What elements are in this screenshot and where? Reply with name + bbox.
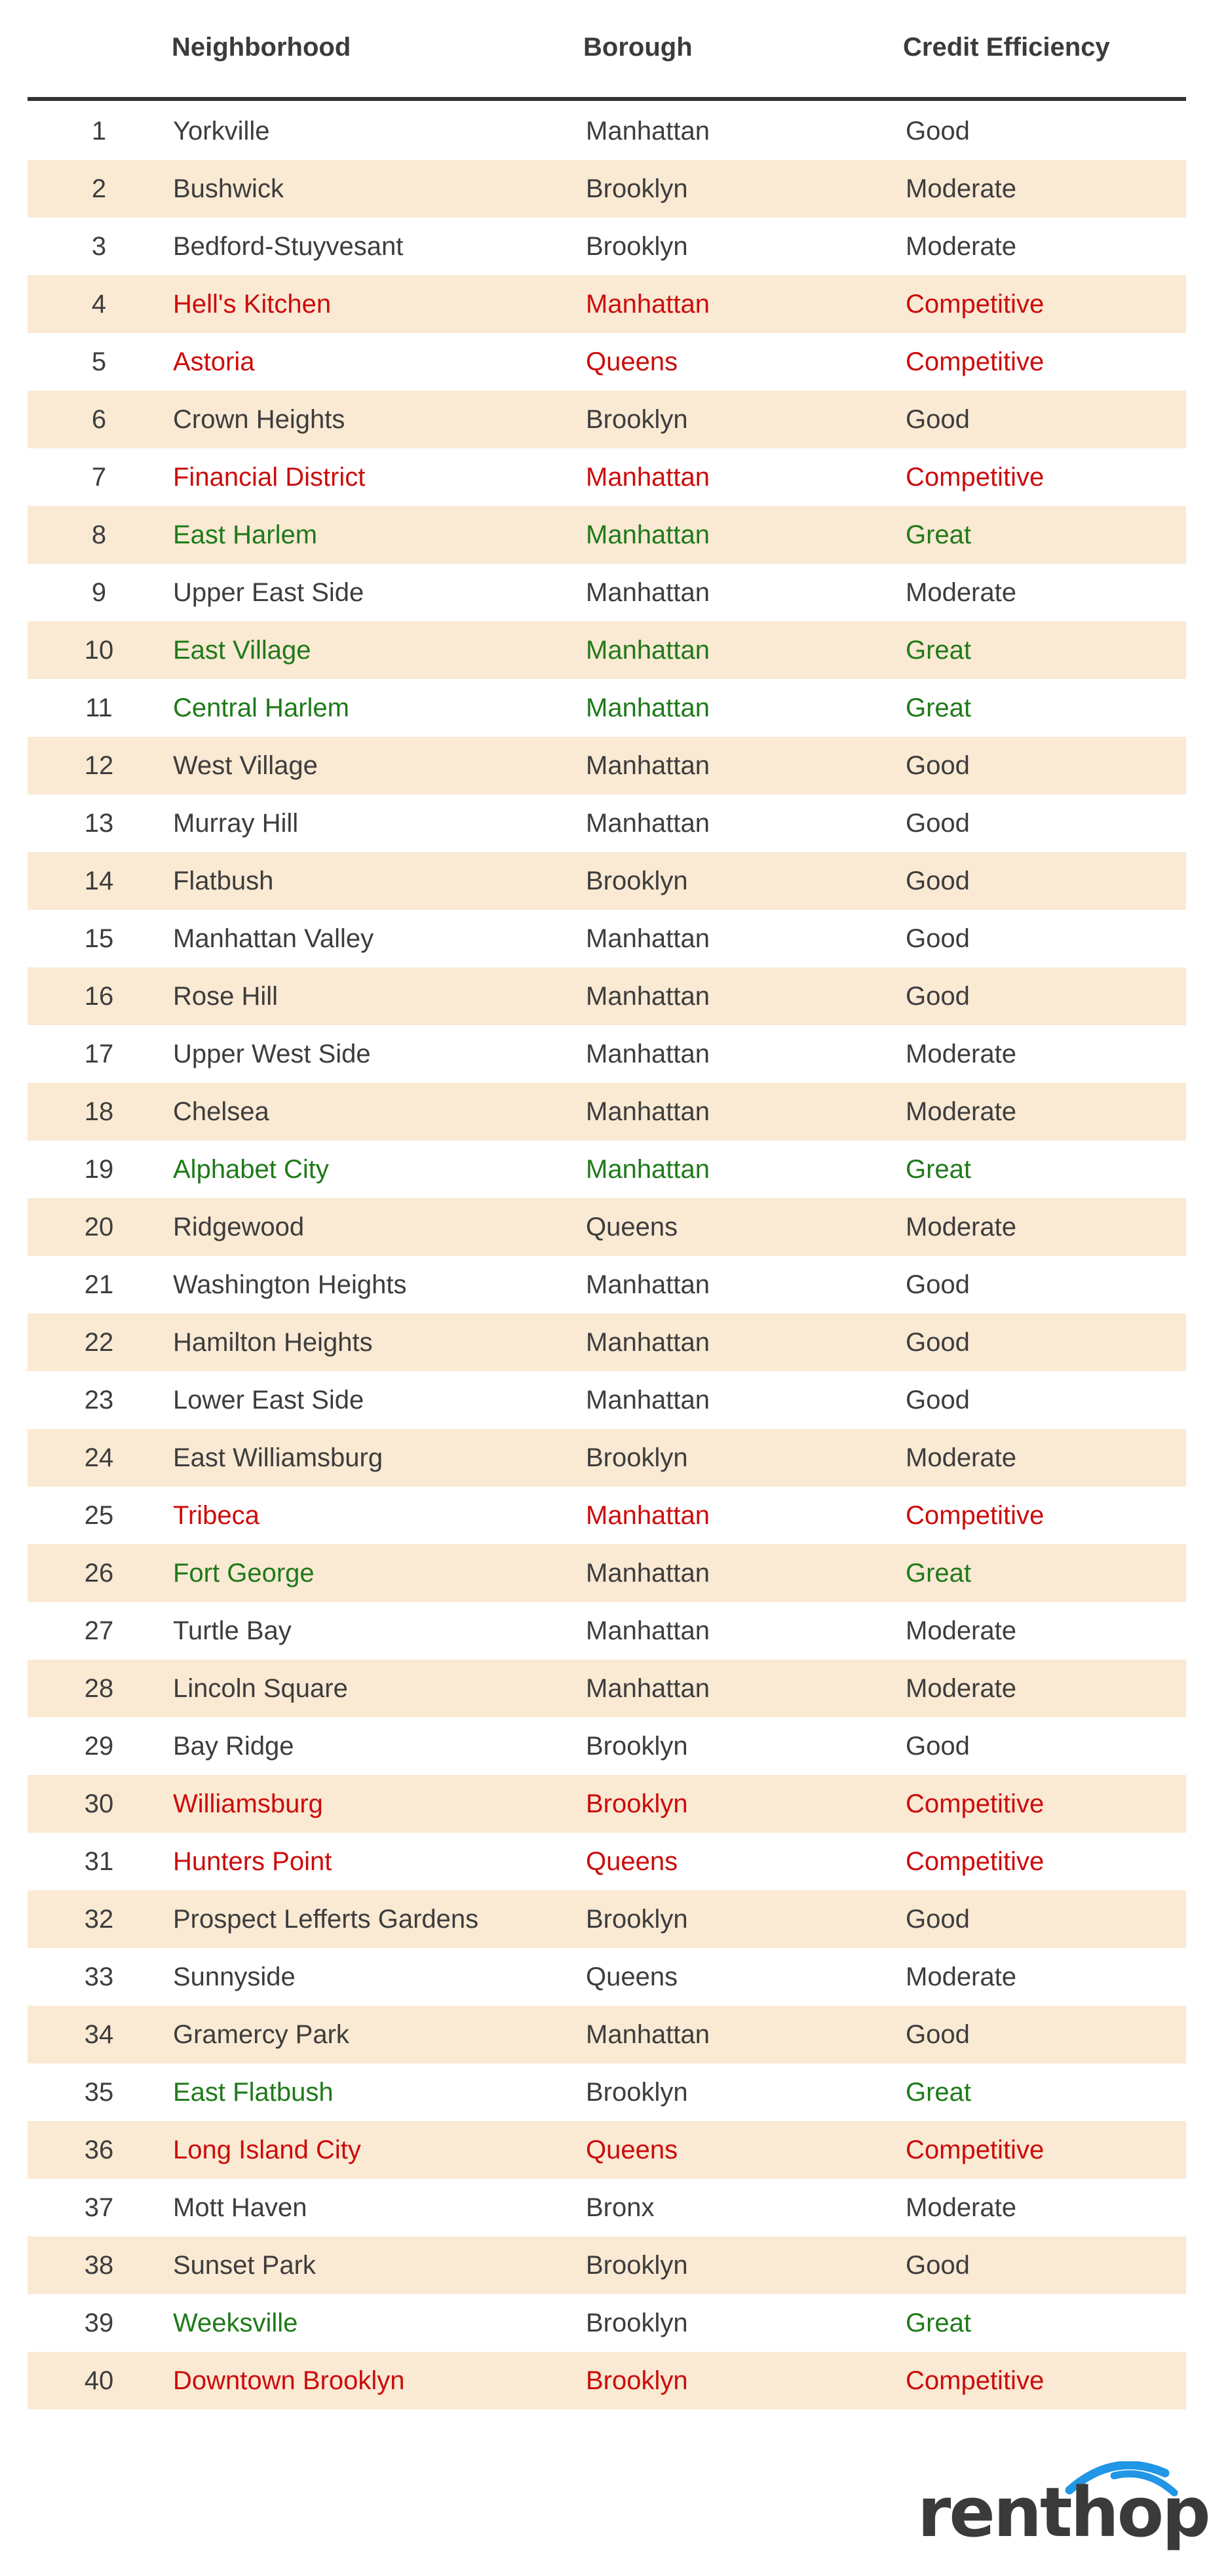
borough-cell: Queens xyxy=(586,1847,678,1876)
borough-cell: Manhattan xyxy=(586,751,710,780)
table-row xyxy=(28,160,1186,218)
rank-cell: 24 xyxy=(84,1443,114,1472)
credit-efficiency-cell: Great xyxy=(906,2309,972,2337)
credit-efficiency-cell: Great xyxy=(906,636,972,665)
neighborhood-cell: Manhattan Valley xyxy=(173,924,374,953)
credit-efficiency-cell: Moderate xyxy=(906,1962,1016,1991)
credit-efficiency-cell: Moderate xyxy=(906,1674,1016,1703)
table-row xyxy=(28,1775,1186,1833)
rank-cell: 14 xyxy=(84,867,114,895)
credit-efficiency-cell: Good xyxy=(906,1270,970,1299)
table-body xyxy=(28,102,1186,2410)
neighborhood-cell: Flatbush xyxy=(173,867,274,895)
borough-cell: Manhattan xyxy=(586,1040,710,1068)
neighborhood-cell: Upper West Side xyxy=(173,1040,371,1068)
neighborhood-cell: Bushwick xyxy=(173,174,284,203)
neighborhood-cell: Weeksville xyxy=(173,2309,298,2337)
rank-cell: 28 xyxy=(84,1674,114,1703)
borough-cell: Manhattan xyxy=(586,636,710,665)
table-row xyxy=(28,2121,1186,2179)
borough-cell: Manhattan xyxy=(586,1155,710,1184)
table-row xyxy=(28,1025,1186,1083)
table-row xyxy=(28,275,1186,333)
neighborhood-cell: Lincoln Square xyxy=(173,1674,348,1703)
credit-efficiency-cell: Competitive xyxy=(906,2136,1045,2164)
credit-efficiency-cell: Good xyxy=(906,405,970,434)
borough-cell: Brooklyn xyxy=(586,405,688,434)
neighborhood-cell: Turtle Bay xyxy=(173,1616,292,1645)
neighborhood-cell: Long Island City xyxy=(173,2136,361,2164)
credit-efficiency-cell: Great xyxy=(906,1559,972,1588)
borough-cell: Manhattan xyxy=(586,924,710,953)
table-row xyxy=(28,1948,1186,2006)
borough-cell: Manhattan xyxy=(586,1386,710,1415)
borough-cell: Manhattan xyxy=(586,520,710,549)
credit-efficiency-cell: Moderate xyxy=(906,578,1016,607)
table-row xyxy=(28,2352,1186,2410)
table-row xyxy=(28,794,1186,852)
table-row xyxy=(28,333,1186,391)
credit-efficiency-cell: Great xyxy=(906,2078,972,2107)
credit-efficiency-cell: Moderate xyxy=(906,1097,1016,1126)
table-row xyxy=(28,621,1186,679)
rank-cell: 6 xyxy=(91,405,107,434)
table-row xyxy=(28,1314,1186,1371)
neighborhood-cell: Bedford-Stuyvesant xyxy=(173,232,404,261)
neighborhood-cell: Hunters Point xyxy=(173,1847,332,1876)
credit-efficiency-cell: Moderate xyxy=(906,2193,1016,2222)
borough-cell: Manhattan xyxy=(586,1097,710,1126)
renthop-logo xyxy=(917,2461,1209,2560)
table-row xyxy=(28,506,1186,564)
neighborhood-cell: Williamsburg xyxy=(173,1789,323,1818)
neighborhood-cell: West Village xyxy=(173,751,318,780)
credit-efficiency-cell: Competitive xyxy=(906,347,1045,376)
table-row xyxy=(28,564,1186,621)
borough-cell: Manhattan xyxy=(586,2020,710,2049)
rank-cell: 1 xyxy=(91,117,107,146)
neighborhood-cell: Mott Haven xyxy=(173,2193,307,2222)
neighborhood-cell: Bay Ridge xyxy=(173,1732,294,1761)
table-row xyxy=(28,1141,1186,1198)
borough-cell: Brooklyn xyxy=(586,232,688,261)
credit-efficiency-cell: Competitive xyxy=(906,2366,1045,2395)
table-row xyxy=(28,2006,1186,2063)
header-divider xyxy=(28,97,1186,101)
header-credit-efficiency: Credit Efficiency xyxy=(903,33,1110,62)
table-row xyxy=(28,2063,1186,2121)
table-row xyxy=(28,448,1186,506)
neighborhood-cell: Financial District xyxy=(173,463,366,492)
neighborhood-cell: Ridgewood xyxy=(173,1213,305,1241)
rank-cell: 40 xyxy=(84,2366,114,2395)
rank-cell: 36 xyxy=(84,2136,114,2164)
rank-cell: 32 xyxy=(84,1905,114,1934)
borough-cell: Manhattan xyxy=(586,1270,710,1299)
borough-cell: Brooklyn xyxy=(586,1443,688,1472)
credit-efficiency-cell: Good xyxy=(906,1732,970,1761)
credit-efficiency-cell: Competitive xyxy=(906,290,1045,319)
table-row xyxy=(28,218,1186,275)
credit-efficiency-cell: Moderate xyxy=(906,1616,1016,1645)
rank-cell: 20 xyxy=(84,1213,114,1241)
table-row xyxy=(28,1660,1186,1717)
table-row xyxy=(28,1083,1186,1141)
table-row xyxy=(28,1717,1186,1775)
credit-efficiency-cell: Good xyxy=(906,1328,970,1357)
table-row xyxy=(28,1256,1186,1314)
neighborhood-cell: Upper East Side xyxy=(173,578,364,607)
table-row xyxy=(28,910,1186,967)
borough-cell: Manhattan xyxy=(586,982,710,1011)
rank-cell: 17 xyxy=(84,1040,114,1068)
neighborhood-cell: Hamilton Heights xyxy=(173,1328,373,1357)
rank-cell: 7 xyxy=(91,463,107,492)
rank-cell: 18 xyxy=(84,1097,114,1126)
borough-cell: Manhattan xyxy=(586,1501,710,1530)
rank-cell: 4 xyxy=(91,290,107,319)
neighborhood-cell: Murray Hill xyxy=(173,809,299,838)
credit-efficiency-cell: Great xyxy=(906,693,972,722)
borough-cell: Brooklyn xyxy=(586,174,688,203)
table-row xyxy=(28,1602,1186,1660)
credit-efficiency-cell: Competitive xyxy=(906,1789,1045,1818)
neighborhood-cell: Downtown Brooklyn xyxy=(173,2366,405,2395)
header-neighborhood: Neighborhood xyxy=(172,33,351,62)
logo-wordmark: renthop xyxy=(917,2472,1209,2552)
rank-cell: 29 xyxy=(84,1732,114,1761)
neighborhood-cell: East Williamsburg xyxy=(173,1443,383,1472)
rank-cell: 5 xyxy=(91,347,107,376)
credit-efficiency-cell: Great xyxy=(906,520,972,549)
rank-cell: 22 xyxy=(84,1328,114,1357)
neighborhood-cell: Crown Heights xyxy=(173,405,345,434)
table-row xyxy=(28,2294,1186,2352)
neighborhood-cell: Central Harlem xyxy=(173,693,349,722)
credit-efficiency-cell: Competitive xyxy=(906,1847,1045,1876)
rank-cell: 34 xyxy=(84,2020,114,2049)
neighborhood-cell: Tribeca xyxy=(173,1501,260,1530)
neighborhood-cell: East Village xyxy=(173,636,311,665)
borough-cell: Queens xyxy=(586,347,678,376)
neighborhood-cell: Fort George xyxy=(173,1559,315,1588)
neighborhood-cell: Chelsea xyxy=(173,1097,269,1126)
rank-cell: 25 xyxy=(84,1501,114,1530)
neighborhood-cell: Hell's Kitchen xyxy=(173,290,332,319)
rank-cell: 26 xyxy=(84,1559,114,1588)
rank-cell: 27 xyxy=(84,1616,114,1645)
rank-cell: 15 xyxy=(84,924,114,953)
rank-cell: 11 xyxy=(85,693,113,722)
neighborhood-cell: Astoria xyxy=(173,347,255,376)
rank-cell: 35 xyxy=(84,2078,114,2107)
rank-cell: 2 xyxy=(91,174,107,203)
table-row xyxy=(28,2179,1186,2236)
credit-efficiency-cell: Good xyxy=(906,809,970,838)
neighborhood-cell: East Flatbush xyxy=(173,2078,334,2107)
borough-cell: Manhattan xyxy=(586,578,710,607)
borough-cell: Manhattan xyxy=(586,1328,710,1357)
table-row xyxy=(28,391,1186,448)
neighborhood-cell: Sunnyside xyxy=(173,1962,296,1991)
table-row xyxy=(28,1487,1186,1544)
borough-cell: Brooklyn xyxy=(586,2251,688,2280)
borough-cell: Queens xyxy=(586,2136,678,2164)
rank-cell: 8 xyxy=(91,520,107,549)
rank-cell: 39 xyxy=(84,2309,114,2337)
neighborhood-cell: Prospect Lefferts Gardens xyxy=(173,1905,479,1934)
credit-efficiency-cell: Good xyxy=(906,982,970,1011)
credit-efficiency-cell: Moderate xyxy=(906,1213,1016,1241)
rank-cell: 10 xyxy=(84,636,114,665)
credit-efficiency-cell: Moderate xyxy=(906,174,1016,203)
borough-cell: Manhattan xyxy=(586,809,710,838)
rank-cell: 9 xyxy=(91,578,107,607)
borough-cell: Brooklyn xyxy=(586,1905,688,1934)
table-row xyxy=(28,2236,1186,2294)
rank-cell: 3 xyxy=(91,232,107,261)
neighborhood-cell: Sunset Park xyxy=(173,2251,316,2280)
rank-cell: 31 xyxy=(84,1847,114,1876)
table-row xyxy=(28,737,1186,794)
credit-efficiency-cell: Good xyxy=(906,117,970,146)
table-row xyxy=(28,1371,1186,1429)
credit-efficiency-cell: Moderate xyxy=(906,1040,1016,1068)
rank-cell: 38 xyxy=(84,2251,114,2280)
neighborhood-cell: Lower East Side xyxy=(173,1386,364,1415)
rank-cell: 12 xyxy=(84,751,114,780)
rank-cell: 33 xyxy=(84,1962,114,1991)
neighborhood-cell: Washington Heights xyxy=(173,1270,407,1299)
table-row xyxy=(28,967,1186,1025)
credit-efficiency-cell: Good xyxy=(906,2251,970,2280)
credit-efficiency-cell: Good xyxy=(906,867,970,895)
neighborhood-cell: Yorkville xyxy=(173,117,270,146)
table-row xyxy=(28,1544,1186,1602)
rank-cell: 37 xyxy=(84,2193,114,2222)
table-header xyxy=(0,0,1211,98)
credit-efficiency-cell: Moderate xyxy=(906,232,1016,261)
header-borough: Borough xyxy=(583,33,693,62)
borough-cell: Manhattan xyxy=(586,117,710,146)
borough-cell: Brooklyn xyxy=(586,1789,688,1818)
credit-efficiency-cell: Good xyxy=(906,924,970,953)
rank-cell: 13 xyxy=(84,809,114,838)
neighborhood-cell: Alphabet City xyxy=(173,1155,329,1184)
table-row xyxy=(28,679,1186,737)
credit-efficiency-cell: Good xyxy=(906,2020,970,2049)
table-row xyxy=(28,1429,1186,1487)
borough-cell: Brooklyn xyxy=(586,2078,688,2107)
table-row xyxy=(28,102,1186,160)
borough-cell: Queens xyxy=(586,1962,678,1991)
table-row xyxy=(28,1833,1186,1890)
table-row xyxy=(28,1198,1186,1256)
credit-efficiency-cell: Moderate xyxy=(906,1443,1016,1472)
borough-cell: Brooklyn xyxy=(586,1732,688,1761)
table-row xyxy=(28,1890,1186,1948)
borough-cell: Brooklyn xyxy=(586,867,688,895)
borough-cell: Brooklyn xyxy=(586,2309,688,2337)
neighborhood-cell: Rose Hill xyxy=(173,982,279,1011)
borough-cell: Manhattan xyxy=(586,693,710,722)
rank-cell: 19 xyxy=(84,1155,114,1184)
rank-cell: 21 xyxy=(84,1270,114,1299)
borough-cell: Manhattan xyxy=(586,1616,710,1645)
rank-cell: 23 xyxy=(84,1386,114,1415)
neighborhood-cell: East Harlem xyxy=(173,520,318,549)
credit-efficiency-cell: Good xyxy=(906,1905,970,1934)
rank-cell: 16 xyxy=(84,982,114,1011)
neighborhood-cell: Gramercy Park xyxy=(173,2020,349,2049)
borough-cell: Manhattan xyxy=(586,1559,710,1588)
borough-cell: Manhattan xyxy=(586,1674,710,1703)
credit-efficiency-cell: Competitive xyxy=(906,1501,1045,1530)
borough-cell: Brooklyn xyxy=(586,2366,688,2395)
table-row xyxy=(28,852,1186,910)
credit-efficiency-cell: Competitive xyxy=(906,463,1045,492)
credit-efficiency-cell: Good xyxy=(906,1386,970,1415)
credit-efficiency-cell: Good xyxy=(906,751,970,780)
rank-cell: 30 xyxy=(84,1789,114,1818)
credit-efficiency-cell: Great xyxy=(906,1155,972,1184)
borough-cell: Bronx xyxy=(586,2193,655,2222)
borough-cell: Manhattan xyxy=(586,463,710,492)
borough-cell: Manhattan xyxy=(586,290,710,319)
borough-cell: Queens xyxy=(586,1213,678,1241)
